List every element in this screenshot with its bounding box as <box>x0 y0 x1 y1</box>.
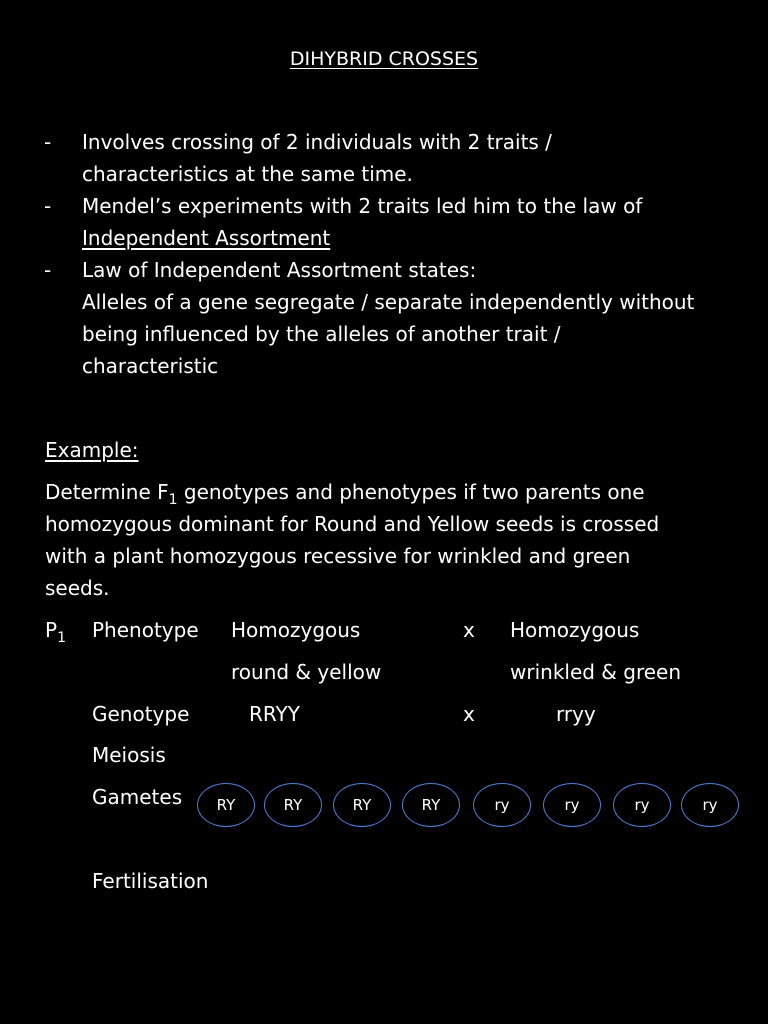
bullet-3-line-2: Alleles of a gene segregate / separate independently without <box>82 290 695 314</box>
parent1-phenotype-line1: Homozygous <box>231 618 361 642</box>
bullet-1-line-1: Involves crossing of 2 individuals with 2 traits / <box>82 130 552 154</box>
bullet-marker-3: - <box>44 258 52 282</box>
problem-line-1-post: genotypes and phenotypes if two parents one <box>177 480 645 504</box>
example-heading: Example: <box>45 438 139 462</box>
problem-line-4: seeds. <box>45 576 110 600</box>
page-title: DIHYBRID CROSSES <box>289 48 479 70</box>
fertilisation-label: Fertilisation <box>92 869 209 893</box>
parent2-phenotype-line2: wrinkled & green <box>510 660 682 684</box>
generation-letter: P <box>45 618 58 642</box>
parent2-phenotype-line1: Homozygous <box>510 618 640 642</box>
problem-line-1 <box>45 476 645 511</box>
gamete-circle-2: RY <box>264 783 322 827</box>
bullet-marker-2: - <box>44 194 52 218</box>
bullet-1-line-2: characteristics at the same time. <box>82 162 413 186</box>
bullet-3-line-4: characteristic <box>82 354 219 378</box>
genotype-label: Genotype <box>92 702 190 726</box>
gamete-circle-8: ry <box>681 783 739 827</box>
generation-subscript: 1 <box>57 630 66 646</box>
parent1-genotype: RRYY <box>249 702 300 726</box>
problem-subscript: 1 <box>168 492 178 508</box>
bullet-3-line-3: being influenced by the alleles of another trait / <box>82 322 561 346</box>
gametes-label: Gametes <box>92 785 183 809</box>
cross-symbol-genotype: x <box>463 702 475 726</box>
phenotype-label: Phenotype <box>92 618 199 642</box>
generation-label <box>45 614 66 649</box>
bullet-marker-1: - <box>44 130 52 154</box>
problem-line-2: homozygous dominant for Round and Yellow seeds is crossed <box>45 512 660 536</box>
parent2-genotype: rryy <box>556 702 596 726</box>
bullet-2-line-2-underlined: Independent Assortment <box>82 226 331 250</box>
gamete-circle-1: RY <box>197 783 255 827</box>
bullet-2-line-1: Mendel’s experiments with 2 traits led him to the law of <box>82 194 643 218</box>
meiosis-label: Meiosis <box>92 743 166 767</box>
problem-line-1-pre: Determine F <box>45 480 169 504</box>
gamete-circle-5: ry <box>473 783 531 827</box>
problem-line-3: with a plant homozygous recessive for wrinkled and green <box>45 544 631 568</box>
gamete-circle-6: ry <box>543 783 601 827</box>
cross-symbol-phenotype: x <box>463 618 475 642</box>
parent1-phenotype-line2: round & yellow <box>231 660 382 684</box>
gamete-circle-7: ry <box>613 783 671 827</box>
gamete-circle-3: RY <box>333 783 391 827</box>
gamete-circle-4: RY <box>402 783 460 827</box>
bullet-3-line-1: Law of Independent Assortment states: <box>82 258 477 282</box>
